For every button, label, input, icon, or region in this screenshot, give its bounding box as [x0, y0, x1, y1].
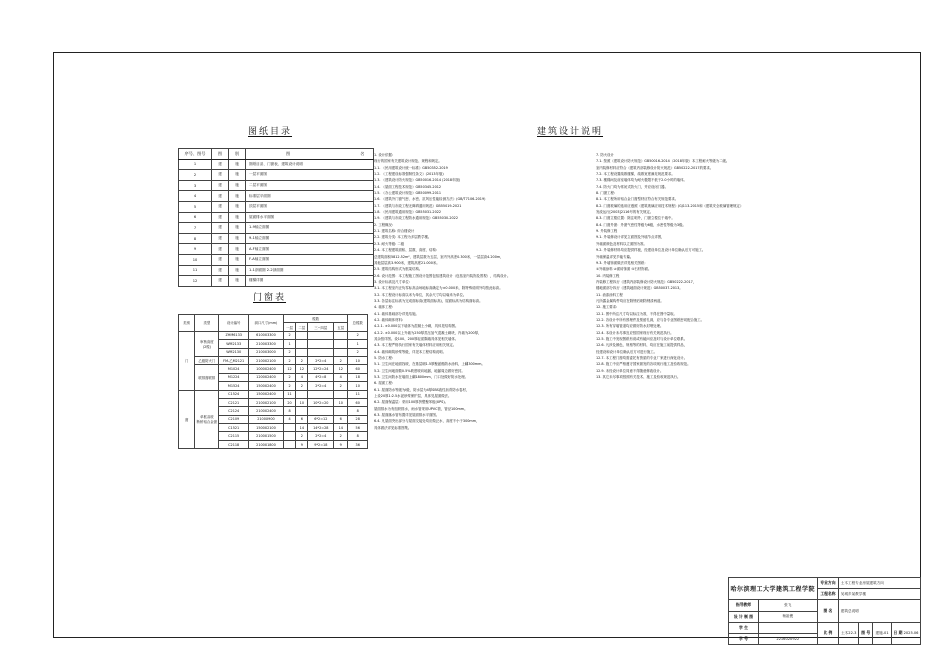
cell-total: 1: [348, 340, 368, 348]
cell-floor-5: 2: [334, 356, 348, 364]
drawing-name: 楼梯详图: [246, 276, 374, 287]
note-line: 1.1. 《民用建筑设计统一标准》GB50352-2019: [374, 165, 448, 170]
drawing-list-row: [179, 244, 374, 255]
note-line: 5. 防水工程:: [374, 356, 394, 360]
note-line: 1.3. 《建筑设计防火规范》GB50016-2014 (2018年版): [374, 178, 461, 183]
note-line: 4.2.1. ±0.000以下墙体为混凝土小砌，具体见结构图。: [374, 324, 459, 329]
note-line: 8.3. 门窗立樘位置：除注明外，门窗立樘位于墙中。: [596, 216, 675, 221]
cell-floor-1: [283, 424, 295, 432]
door-window-row: [179, 365, 368, 373]
note-line: 楼地面部分执行《建筑地面设计规范》GB50037-2013。: [596, 286, 683, 291]
cell-floor-3-4: 9*2=18: [308, 440, 334, 448]
note-line: 1.2. 《工程建设标准强制性条文》(2013年版): [374, 172, 444, 177]
cell-code: C2118: [219, 440, 249, 448]
cell-floor-2: 2: [296, 432, 308, 440]
group-window: 窗: [179, 390, 195, 449]
note-line: 5.1. 卫生间在地面找坡，在基层刷1.5厚聚氨酯防水涂料，上翻300mm。: [374, 362, 485, 367]
cell-floor-1: 2: [283, 356, 295, 364]
drawing-name: 图纸目录、门窗表、建筑设计说明: [246, 159, 374, 170]
drawing-index: 3: [179, 180, 212, 191]
note-line: 经建设和设计单位确认后方可进行施工。: [596, 349, 658, 354]
note-line: 12.8. 施工中应严格遵守国家颁发的各项现行施工及验收规范。: [596, 362, 691, 367]
drawing-list-row: [179, 159, 374, 170]
drawing-index: 8: [179, 233, 212, 244]
cell-floor-1: 1: [283, 340, 295, 348]
note-line: 11. 油漆涂料工程: [596, 292, 623, 297]
cell-code: C2124: [219, 407, 249, 415]
door-window-table: [178, 314, 368, 449]
drawing-index: 6: [179, 212, 212, 223]
door-window-header-row-1: [179, 315, 368, 323]
cell-size: 2100X2100: [249, 356, 284, 364]
note-line: 1.6. 《建筑外门窗气密、水密、抗风压性能检测方法》(GB/T7106-2019): [374, 197, 486, 202]
cell-floor-2: 6: [296, 415, 308, 423]
label-id: 学 号: [729, 633, 759, 644]
cell-size: 2100X2400: [249, 407, 284, 415]
note-line: 具体做法详见标准图集。: [374, 425, 412, 430]
note-line: 4.2. 墙体砌体材料:: [374, 317, 404, 322]
note-line: 6.4. 凡屋面突出部分与屋面交接处均应做泛水，高度不小于300mm，: [374, 419, 480, 424]
drawing-discipline-2: 施: [229, 276, 246, 287]
drawing-discipline-2: 施: [229, 212, 246, 223]
type-window: 单框双玻 断桥铝合金窗: [195, 390, 219, 449]
cell-floor-5: 2: [334, 382, 348, 390]
header-floor-2: 二层: [296, 323, 308, 331]
header-floor-1: 一层: [283, 323, 295, 331]
label-teacher: 指导教师: [729, 600, 759, 611]
design-notes-title: 建筑设计说明: [537, 127, 604, 137]
drawing-list-row: [179, 276, 374, 287]
drawing-index: 4: [179, 191, 212, 202]
cell-floor-2: 14: [296, 424, 308, 432]
cell-floor-3-4: [308, 407, 334, 415]
note-line: 其余按详图。设100、200厚轻质隔墙具体见相关墙体。: [374, 336, 459, 341]
cell-code: C2115: [219, 432, 249, 440]
drawing-discipline-2: 施: [229, 265, 246, 276]
note-line: 12.9. 未经设计单位同意不得随意修改设计。: [596, 368, 664, 373]
cell-code: WM2130: [219, 348, 249, 356]
drawing-index: 11: [179, 265, 212, 276]
drawing-list-row: [179, 254, 374, 265]
cell-code: WM2133: [219, 340, 249, 348]
cell-floor-5: 9: [334, 440, 348, 448]
drawing-index: 7: [179, 223, 212, 234]
drawing-index: 2: [179, 170, 212, 181]
type-main-door: 审核高度 (2樘): [195, 331, 219, 356]
cell-floor-1: 11: [283, 390, 295, 398]
cell-floor-1: 8: [283, 407, 295, 415]
note-line: 6. 屋面工程:: [374, 381, 394, 386]
note-line: 12.7. 本工程门窗均需委托有资质的专业厂家进行深化设计。: [596, 356, 688, 360]
design-notes-right-column: [596, 152, 743, 380]
drawing-discipline-1: 建: [212, 233, 229, 244]
cell-code: FM-乙M2121: [219, 356, 249, 364]
group-door: 门: [179, 331, 195, 390]
value-student: [759, 622, 818, 633]
header-index: 序号、图号: [179, 149, 212, 160]
drawing-index: 12: [179, 276, 212, 287]
cell-floor-2: 10: [296, 398, 308, 406]
school-name: 哈尔滨理工大学建筑工程学院: [729, 578, 818, 600]
cell-floor-2: 2: [296, 356, 308, 364]
cell-total: 60: [348, 398, 368, 406]
header-type: 类型: [195, 315, 219, 332]
drawing-name: F-A轴立面图: [246, 254, 374, 265]
note-line: 4.1. 墙体基础部分详见结施。: [374, 311, 419, 316]
drawing-discipline-2: 施: [229, 191, 246, 202]
note-line: 2.3. 耐火等级: 二级: [374, 241, 405, 246]
cell-size: 1500X2100: [249, 424, 284, 432]
cell-floor-2: [296, 348, 308, 356]
drawing-discipline-1: 建: [212, 254, 229, 265]
drawing-list-row: [179, 191, 374, 202]
drawing-name: 9-1轴立面图: [246, 233, 374, 244]
cell-floor-1: 2: [283, 331, 295, 339]
drawing-index: 5: [179, 201, 212, 212]
cell-floor-3-4: 2*2=4: [308, 432, 334, 440]
drawing-name: 1-1剖面图 2-2剖面图: [246, 265, 374, 276]
drawing-name: A-F轴立面图: [246, 244, 374, 255]
note-line: 凡所露金属构件均应在除锈后刷防锈漆两道。: [596, 298, 664, 303]
note-line: 现行的国家有关建筑设计规范、规程和规定。: [374, 159, 442, 164]
cell-floor-3-4: [308, 390, 334, 398]
cell-floor-3-4: [308, 331, 334, 339]
cell-size: 1500X2400: [249, 390, 284, 398]
cell-size: 2100X1800: [249, 440, 284, 448]
cell-size: 2100X900: [249, 415, 284, 423]
note-line: 屋面排水为有组织排水，雨水管采用UPVC管，管径100mm。: [374, 406, 468, 411]
cell-size: 2100X3300: [249, 340, 284, 348]
header-count: 樘数: [283, 315, 348, 323]
note-line: 其他层层高3.900米，建筑高度21.000米。: [374, 260, 440, 265]
note-line: 上设20厚1:2.5水泥砂浆保护层，具体见屋面做法。: [374, 394, 452, 399]
cell-code: M1524: [219, 382, 249, 390]
note-line: 2.6. 设计范围：本工程施工图设计范围包括建筑设计（包括室内装饰及景观），结构设计。: [374, 273, 511, 278]
drawing-discipline-2: 施: [229, 159, 246, 170]
cell-floor-2: 12: [296, 365, 308, 373]
note-line: 5.3. 卫生间防水在墙面上翻1800mm，门口处做好防水处理。: [374, 375, 468, 380]
cell-floor-5: [334, 390, 348, 398]
cell-floor-5: 6: [334, 415, 348, 423]
note-line: 7.2. 本工程设置疏散楼梯，疏散宽度满足规范要求。: [596, 172, 675, 177]
note-line: 3.2. 本工程设计标高以米为单位，其余尺寸均以毫米为单位。: [374, 292, 467, 297]
drawing-list-title: 图纸目录: [248, 127, 293, 137]
drawing-discipline-2: 施: [229, 254, 246, 265]
note-line: 10. 内装修工程: [596, 273, 620, 278]
note-line: 内装修工程执行《建筑内部装修设计防火规范》GB50222-2017，: [596, 279, 697, 284]
cell-total: 60: [348, 365, 368, 373]
cell-size: 2100X1500: [249, 432, 284, 440]
note-line: 6.1. 屋面防水等级为I级，防水层为4厚SBS改性沥青防水卷材，: [374, 387, 470, 392]
cell-floor-3-4: [308, 340, 334, 348]
note-line: 2.5. 建筑结构形式为框架结构。: [374, 267, 423, 272]
cell-total: 36: [348, 440, 368, 448]
value-drawing-name: 建筑总说明: [839, 600, 921, 622]
date-cell: 日 期 2025.06: [892, 622, 921, 644]
note-line: 12.2. 各设计中所有预埋件及预留孔洞，应与各专业图纸密切配合施工。: [596, 317, 705, 322]
value-drawing-no: 建施-01: [873, 622, 892, 644]
cell-size: 1500X2400: [249, 382, 284, 390]
note-line: 9. 外装修工程: [596, 229, 618, 234]
drawing-discipline-1: 建: [212, 159, 229, 170]
cell-code: M1024: [219, 365, 249, 373]
drawing-discipline-1: 建: [212, 244, 229, 255]
cell-floor-1: [283, 440, 295, 448]
drawing-discipline-1: 建: [212, 276, 229, 287]
header-floor-3-4: 三~四层: [308, 323, 334, 331]
drawing-discipline-1: 建: [212, 170, 229, 181]
drawing-discipline-2: 施: [229, 170, 246, 181]
drawing-list-row: [179, 212, 374, 223]
header-type-2: 别: [229, 149, 246, 160]
cell-total: 2: [348, 348, 368, 356]
title-block: [728, 577, 921, 645]
note-line: 1.4. 《屋面工程技术规范》GB50345-2012: [374, 184, 442, 189]
cell-floor-5: [334, 348, 348, 356]
note-line: 12.4. 本设计未尽事宜应按国家现行有关规范执行。: [596, 330, 674, 335]
drawing-list-row: [179, 201, 374, 212]
cell-floor-2: 9: [296, 440, 308, 448]
drawing-name: 顶层平面图: [246, 201, 374, 212]
cell-floor-5: [334, 331, 348, 339]
cell-size: 1000X2400: [249, 365, 284, 373]
label-project: 工程名称: [817, 589, 839, 600]
cell-floor-5: 4: [334, 373, 348, 381]
header-code: 设计编号: [219, 315, 249, 332]
cell-floor-3-4: 2*2=4: [308, 356, 334, 364]
note-line: 总建筑面积5812.52m²，建筑层数为五层，室内外高差0.300米，一层层高4.200m，: [374, 254, 504, 259]
cell-total: 56: [348, 424, 368, 432]
note-line: 6.2. 屋面保温层：采用100厚挤塑聚苯板(XPS)。: [374, 400, 449, 405]
note-line: 5.2. 卫生间地面做0.5%坡度坡向地漏，地漏周边做好密封。: [374, 368, 465, 373]
cell-total: 28: [348, 415, 368, 423]
drawing-discipline-1: 建: [212, 201, 229, 212]
cell-floor-5: [334, 340, 348, 348]
drawing-name: 1-9轴立面图: [246, 223, 374, 234]
cell-floor-3-4: 6*2=12: [308, 415, 334, 423]
value-scale: 土木22-3: [839, 622, 859, 644]
header-size: 洞口尺寸(mm): [249, 315, 284, 332]
type-fire-door: 乙级防火门: [195, 356, 219, 364]
value-project: 吴城乡某教学楼: [839, 589, 921, 600]
note-line: 发改运行[2003]2116号的有关规定。: [596, 210, 654, 215]
note-line: 7.3. 楼梯间及前室墙体均为耐火极限不低于2.0小时的墙体。: [596, 178, 687, 183]
drawing-discipline-2: 施: [229, 180, 246, 191]
cell-floor-5: 14: [334, 424, 348, 432]
cell-size: 2100X3000: [249, 348, 284, 356]
drawing-name: 二层平面图: [246, 180, 374, 191]
cell-floor-5: 10: [334, 398, 348, 406]
door-window-row: [179, 356, 368, 364]
cell-floor-1: [283, 432, 295, 440]
cell-code: C2121: [219, 398, 249, 406]
cell-floor-2: [296, 331, 308, 339]
cell-floor-1: 12: [283, 365, 295, 373]
drawing-name: 标准层平面图: [246, 191, 374, 202]
cell-floor-3-4: 4*2=8: [308, 373, 334, 381]
note-line: 外墙保温详见节能专篇。: [596, 254, 634, 259]
note-line: 6.3. 屋面落水管布置详见屋面排水平面图。: [374, 413, 440, 418]
drawing-discipline-1: 建: [212, 180, 229, 191]
note-line: 2.4. 本工程建筑面积、层数、高度、结构:: [374, 248, 437, 253]
cell-floor-3-4: 10*2=20: [308, 398, 334, 406]
note-line: 12.1. 图中所注尺寸均以标注为准，不得在图中量取。: [596, 311, 677, 316]
cell-floor-2: [296, 390, 308, 398]
type-interior-door: 联排窗联排: [195, 365, 219, 390]
note-line: 4.4. 墙体砌筑砂浆等级，详见本工程结构说明。: [374, 349, 446, 354]
cell-floor-1: 2: [283, 348, 295, 356]
drawing-list-row: [179, 233, 374, 244]
drawing-list-row: [179, 265, 374, 276]
design-notes-left-column: [374, 152, 510, 431]
header-floor-5: 五层: [334, 323, 348, 331]
label-designer: 设 计 制 图: [729, 611, 759, 622]
note-line: 1.8. 《民用建筑通用规范》GB55031-2022: [374, 210, 442, 215]
note-line: 3.3. 各层标注标高为完成面标高(建筑面标高)，屋面标高为结构面标高。: [374, 298, 483, 303]
note-line: 4.2.2. ±0.000以上外墙为250厚蒸压加气混凝土砌块，内墙为200厚，: [374, 330, 482, 335]
label-student: 学 生: [729, 622, 759, 633]
cell-floor-3-4: 14*2=28: [308, 424, 334, 432]
cell-floor-5: [334, 407, 348, 415]
note-line: 9.2. 外装修材料均应提供样板，经建设单位及设计单位确认后方可施工。: [596, 248, 706, 253]
note-line: 1.5. 《办公建筑设计规范》GB50099-2011: [374, 191, 442, 196]
cell-total: 11: [348, 390, 368, 398]
note-line: 12. 施工要求:: [596, 305, 618, 310]
cell-floor-3-4: 12*2=24: [308, 365, 334, 373]
cell-floor-3-4: [308, 348, 334, 356]
drawing-index: 10: [179, 254, 212, 265]
door-window-title: 门窗表: [253, 293, 287, 303]
value-teacher: 张飞: [759, 600, 818, 611]
value-designer: 杨祖俊: [759, 611, 818, 622]
header-name: 图 名: [246, 149, 374, 160]
cell-total: 10: [348, 382, 368, 390]
header-type-1: 图: [212, 149, 229, 160]
cell-floor-1: 2: [283, 382, 295, 390]
cell-code: M1224: [219, 373, 249, 381]
drawing-discipline-1: 建: [212, 265, 229, 276]
note-line: 13. 其它未尽事项按照有关技术、施工及验收规范执行。: [596, 375, 681, 380]
cell-floor-5: 2: [334, 432, 348, 440]
drawing-discipline-1: 建: [212, 223, 229, 234]
drawing-discipline-2: 施: [229, 201, 246, 212]
cell-floor-1: 4: [283, 415, 295, 423]
note-line: 室内装修材料应符合《建筑内部装修设计防火规范》GB50222-2017的要求。: [596, 165, 714, 170]
note-line: 7.1. 按照《建筑设计防火规范》GB50016-2014（2018年版）本工程耐火等级为二级。: [596, 159, 730, 164]
note-line: 12.6. 凡涉及颜色、规格等的材料，均应在施工前提供样品，: [596, 343, 688, 348]
header-category: 类别: [179, 315, 195, 332]
cell-size: 1200X2400: [249, 373, 284, 381]
note-line: 外墙面颜色及材料以立面图为准。: [596, 241, 647, 246]
drawing-list-header: [179, 149, 374, 160]
drawing-discipline-2: 施: [229, 244, 246, 255]
cell-floor-5: 12: [334, 365, 348, 373]
door-window-row: [179, 390, 368, 398]
cell-total: 8: [348, 432, 368, 440]
value-major: 土木工程专业房屋建筑方向: [839, 578, 921, 589]
cell-size: 6100X3300: [249, 331, 284, 339]
cell-size: 2100X2100: [249, 398, 284, 406]
cell-code: ZHM6133: [219, 331, 249, 339]
note-line: 2.2. 建筑分类: 本工程为多层教学楼。: [374, 235, 432, 240]
note-line: 12.5. 施工中发现图纸有误或有疑问应及时与设计单位联系。: [596, 336, 688, 341]
drawing-discipline-2: 施: [229, 223, 246, 234]
drawing-discipline-1: 建: [212, 212, 229, 223]
drawing-list-row: [179, 170, 374, 181]
value-id: 2216020922: [759, 633, 818, 644]
cell-total: 8: [348, 407, 368, 415]
note-line: 8. 门窗工程:: [596, 191, 616, 196]
drawing-name: 屋面排水平面图: [246, 212, 374, 223]
note-line: 1. 设计依据:: [374, 153, 394, 157]
cell-floor-2: 4: [296, 373, 308, 381]
label-drawing-no: 图 号: [859, 622, 873, 644]
cell-total: 10: [348, 356, 368, 364]
drawing-list-row: [179, 223, 374, 234]
cell-floor-1: 20: [283, 398, 295, 406]
cell-code: C1521: [219, 424, 249, 432]
note-line: 1.9. 《建筑与市政工程防水通用规范》GB55030-2022: [374, 216, 458, 221]
note-line: 9.1. 外装修设计详见立面图及外墙节点详图，: [596, 235, 665, 240]
header-total: 总樘数: [348, 315, 368, 332]
cell-floor-3-4: 2*2=4: [308, 382, 334, 390]
label-drawing-name: 图 名: [817, 600, 839, 622]
door-window-row: [179, 331, 368, 339]
note-line: 1.7. 《建筑与市政工程无障碍通用规范》GB55019-2021: [374, 203, 462, 208]
note-line: ①外墙涂料 ②面砖饰面 ③石材饰面。: [596, 267, 652, 272]
label-major: 专业方向: [817, 578, 839, 589]
note-line: 7. 防火设计: [596, 153, 614, 157]
drawing-list-table: [178, 148, 374, 287]
cell-floor-2: [296, 340, 308, 348]
drawing-list-row: [179, 180, 374, 191]
cell-code: C2109: [219, 415, 249, 423]
note-line: 12.3. 所有穿墙管道均应做好防水封堵处理。: [596, 324, 664, 329]
drawing-discipline-2: 施: [229, 233, 246, 244]
note-line: 2.1. 建筑名称: 综合楼设计: [374, 229, 415, 234]
note-line: 4.3. 本工程严格执行国家有关墙体材料应用相关规定。: [374, 343, 457, 348]
drawing-index: 1: [179, 159, 212, 170]
note-line: 7.4. 防火门均为常闭式防火门，并应设闭门器。: [596, 184, 668, 189]
note-line: 3.1. 本工程室内正负零标高由场地标高确定为±0.000米，除特殊说明外均按此标高。: [374, 286, 503, 291]
drawing-name: 一层平面图: [246, 170, 374, 181]
cell-floor-1: 2: [283, 373, 295, 381]
drawing-discipline-1: 建: [212, 191, 229, 202]
cell-floor-2: [296, 407, 308, 415]
label-scale: 比 例: [817, 622, 839, 644]
note-line: 4. 墙体工程:: [374, 305, 394, 310]
note-line: 2. 工程概况:: [374, 222, 394, 227]
cell-code: C1524: [219, 390, 249, 398]
note-line: 8.1. 本工程所用铝合金门窗型材应符合有关规范要求。: [596, 197, 679, 202]
cell-total: 18: [348, 373, 368, 381]
drawing-index: 9: [179, 244, 212, 255]
note-line: 8.2. 门窗玻璃的选用应遵照《建筑玻璃应用技术规程》JGJ113-2015和《建筑安全玻璃管理规定》: [596, 203, 744, 208]
cell-total: 2: [348, 331, 368, 339]
note-line: 3. 设计标高及尺寸单位:: [374, 279, 410, 284]
note-line: 9.3. 外墙饰面做法详见相关图纸：: [596, 260, 648, 265]
cell-floor-2: 2: [296, 382, 308, 390]
note-line: 8.4. 门窗外窗：外窗气密性等级为6级，水密性等级为3级。: [596, 222, 686, 227]
